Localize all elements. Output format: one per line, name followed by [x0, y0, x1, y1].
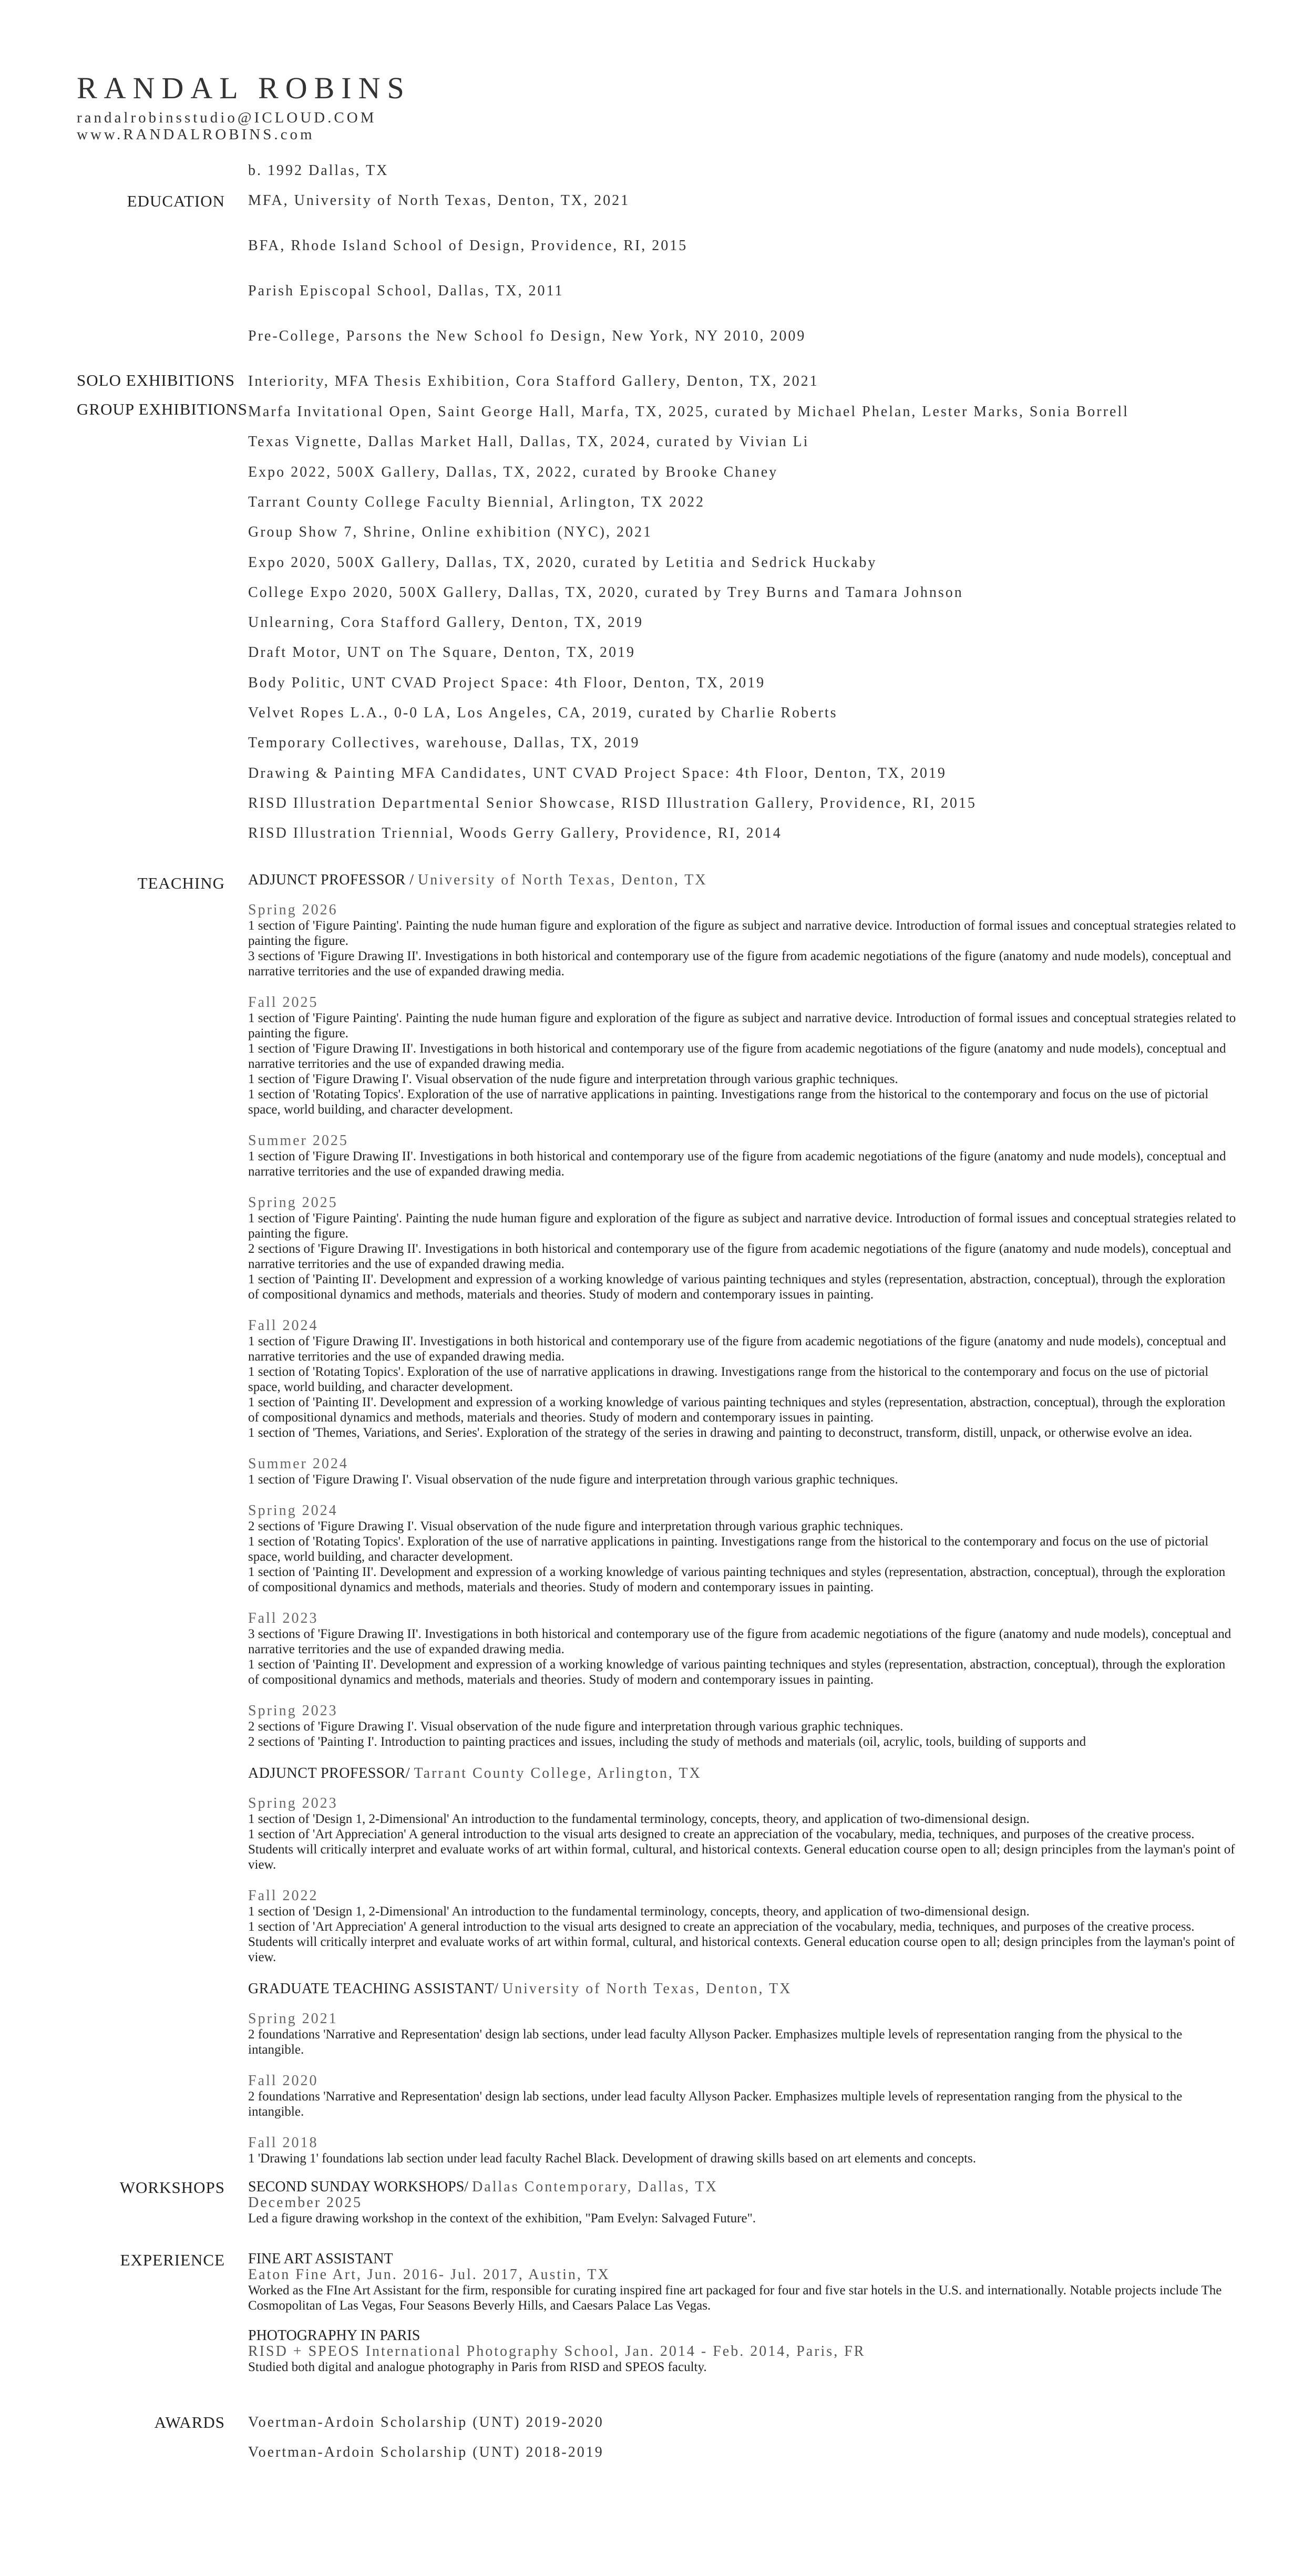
term-name: Spring 2024 — [248, 1502, 338, 1519]
course-line: 2 sections of 'Painting I'. Introduction to painting practices and issues, including the study of methods and materials (oil, acrylic, tools, building of supports and — [248, 1735, 1086, 1749]
course-line: 1 section of 'Painting II'. Development and expression of a working knowledge of various painting techniques and styles (representation, abstraction, conceptual), through the exploration of compositional dynamics and methods, materials and theories. Study of modern and contemporary issues in painting. — [248, 1395, 1226, 1425]
education-label: EDUCATION — [127, 192, 225, 210]
solo-exhibition-item: Interiority, MFA Thesis Exhibition, Cora Stafford Gallery, Denton, TX, 2021 — [248, 373, 819, 389]
teaching-role — [248, 872, 1236, 2182]
award-item: Voertman-Ardoin Scholarship (UNT) 2019-2020 — [248, 2414, 604, 2430]
course-line: 2 foundations 'Narrative and Representation' design lab sections, under lead faculty Allyson Packer. Emphasizes multiple levels of representation ranging from the physical to the intangible. — [248, 2089, 1183, 2119]
workshop-title: SECOND SUNDAY WORKSHOPS/ — [248, 2179, 473, 2195]
artist-name: RANDAL ROBINS — [77, 71, 411, 105]
role-institution: Tarrant County College, Arlington, TX — [414, 1765, 702, 1781]
birth-info: b. 1992 Dallas, TX — [248, 162, 389, 179]
education-item: BFA, Rhode Island School of Design, Providence, RI, 2015 — [248, 238, 688, 254]
term-block — [248, 995, 1236, 1117]
education-item: Pre-College, Parsons the New School fo Design, New York, NY 2010, 2009 — [248, 328, 806, 344]
group-exhibition-item: Texas Vignette, Dallas Market Hall, Dallas, TX, 2024, curated by Vivian Li — [248, 434, 809, 450]
course-line: 1 section of 'Art Appreciation' A general introduction to the visual arts designed to create an appreciation of the vocabulary, media, techniques, and purposes of the creative process. Students will critically interpret and evaluate works of art within formal, cultural, and historical contexts. General education course open to all; design principles from the layman's point of view. — [248, 1827, 1235, 1872]
workshop-venue: Dallas Contemporary, Dallas, TX — [472, 2179, 718, 2195]
experience-subtitle: Eaton Fine Art, Jun. 2016- Jul. 2017, Austin, TX — [248, 2266, 610, 2283]
term-name: Spring 2021 — [248, 2011, 338, 2027]
group-exhibition-item: Body Politic, UNT CVAD Project Space: 4th Floor, Denton, TX, 2019 — [248, 675, 766, 691]
term-name: Summer 2025 — [248, 1132, 348, 1149]
term-name: Fall 2023 — [248, 1610, 319, 1626]
term-name: Fall 2024 — [248, 1317, 319, 1334]
course-line: 1 section of 'Rotating Topics'. Exploration of the use of narrative applications in painting. Investigations range from the historical to the contemporary and focus on the use of pictorial space, world building, and character development. — [248, 1087, 1209, 1117]
term-block — [248, 1503, 1236, 1595]
education-item: MFA, University of North Texas, Denton, TX, 2021 — [248, 192, 630, 209]
group-exhibition-item: Drawing & Painting MFA Candidates, UNT CVAD Project Space: 4th Floor, Denton, TX, 2019 — [248, 765, 947, 781]
workshop-date: December 2025 — [248, 2194, 363, 2211]
group-exhibition-item: Expo 2020, 500X Gallery, Dallas, TX, 2020, curated by Letitia and Sedrick Huckaby — [248, 554, 877, 571]
education-item: Parish Episcopal School, Dallas, TX, 2011 — [248, 283, 564, 299]
group-exhibition-item: College Expo 2020, 500X Gallery, Dallas, TX, 2020, curated by Trey Burns and Tamara Johnson — [248, 584, 963, 601]
term-block — [248, 1888, 1236, 1965]
role-title: ADJUNCT PROFESSOR/ — [248, 1765, 414, 1781]
workshop-description: Led a figure drawing workshop in the context of the exhibition, "Pam Evelyn: Salvaged Future". — [248, 2211, 756, 2225]
term-name: Fall 2020 — [248, 2073, 319, 2089]
course-line: 1 section of 'Figure Painting'. Painting the nude human figure and exploration of the figure as subject and narrative device. Introduction of formal issues and conceptual strategies related to painting the figure. — [248, 919, 1236, 948]
term-block — [248, 2073, 1236, 2119]
course-line: 1 section of 'Rotating Topics'. Exploration of the use of narrative applications in drawing. Investigations range from the historical to the contemporary and focus on the use of pictorial space, world building, and character development. — [248, 1365, 1209, 1394]
term-name: Spring 2023 — [248, 1795, 338, 1811]
workshops-label: WORKSHOPS — [119, 2178, 225, 2197]
course-line: 1 section of 'Themes, Variations, and Series'. Exploration of the strategy of the series in drawing and painting to deconstruct, transform, distill, unpack, or otherwise evolve an idea. — [248, 1426, 1193, 1440]
experience-label: EXPERIENCE — [120, 2251, 225, 2269]
course-line: 1 section of 'Figure Painting'. Painting the nude human figure and exploration of the figure as subject and narrative device. Introduction of formal issues and conceptual strategies related to painting the figure. — [248, 1011, 1236, 1040]
course-line: 1 section of 'Figure Drawing I'. Visual observation of the nude figure and interpretation through various graphic techniques. — [248, 1472, 898, 1487]
group-exhibitions-label: GROUP EXHIBITIONS — [77, 400, 248, 418]
course-line: 1 section of 'Design 1, 2-Dimensional' An introduction to the fundamental terminology, concepts, theory, and application of two-dimensional design. — [248, 1812, 1030, 1826]
course-line: 1 section of 'Painting II'. Development and expression of a working knowledge of various painting techniques and styles (representation, abstraction, conceptual), through the exploration of compositional dynamics and methods, materials and theories. Study of modern and contemporary issues in painting. — [248, 1272, 1226, 1302]
experience-description: Worked as the FIne Art Assistant for the firm, responsible for curating inspired fine art packaged for four and five star hotels in the U.S. and internationally. Notable projects include The Cosmopolitan of Las Vegas, Four Seasons Beverly Hills, and Caesars Palace Las Vegas. — [248, 2283, 1222, 2313]
course-line: 1 section of 'Figure Drawing II'. Investigations in both historical and contemporary use of the figure from academic negotiations of the figure (anatomy and nude models), conceptual and narrative territories and the use of expanded drawing media. — [248, 1334, 1226, 1364]
role-title: ADJUNCT PROFESSOR / — [248, 872, 418, 888]
group-exhibition-item: Temporary Collectives, warehouse, Dallas, TX, 2019 — [248, 735, 640, 751]
group-exhibition-item: RISD Illustration Triennial, Woods Gerry Gallery, Providence, RI, 2014 — [248, 825, 782, 841]
term-name: Spring 2026 — [248, 902, 338, 918]
term-block — [248, 1195, 1236, 1302]
term-name: Fall 2022 — [248, 1888, 319, 1904]
award-item: Voertman-Ardoin Scholarship (UNT) 2018-2019 — [248, 2444, 604, 2460]
group-exhibition-item: Tarrant County College Faculty Biennial, Arlington, TX 2022 — [248, 494, 705, 510]
group-exhibition-item: Draft Motor, UNT on The Square, Denton, TX, 2019 — [248, 644, 636, 661]
term-block — [248, 1318, 1236, 1440]
experience-item — [248, 2251, 1236, 2313]
experience-title: FINE ART ASSISTANT — [248, 2251, 393, 2267]
course-line: 2 foundations 'Narrative and Representation' design lab sections, under lead faculty Allyson Packer. Emphasizes multiple levels of representation ranging from the physical to the intangible. — [248, 2027, 1183, 2057]
awards-label: AWARDS — [154, 2413, 225, 2431]
course-line: 2 sections of 'Figure Drawing II'. Investigations in both historical and contemporary use of the figure from academic negotiations of the figure (anatomy and nude models), conceptual and narrative territories and the use of expanded drawing media. — [248, 1242, 1231, 1271]
term-name: Spring 2023 — [248, 1703, 338, 1719]
term-block — [248, 2011, 1236, 2057]
group-exhibition-item: Velvet Ropes L.A., 0-0 LA, Los Angeles, CA, 2019, curated by Charlie Roberts — [248, 705, 838, 721]
term-name: Spring 2025 — [248, 1194, 338, 1211]
course-line: 1 section of 'Painting II'. Development and expression of a working knowledge of various painting techniques and styles (representation, abstraction, conceptual), through the exploration of compositional dynamics and methods, materials and theories. Study of modern and contemporary issues in painting. — [248, 1565, 1226, 1594]
role-title: GRADUATE TEACHING ASSISTANT/ — [248, 1981, 502, 1997]
website-link[interactable]: www.RANDALROBINS.com — [77, 126, 315, 143]
email-link[interactable]: randalrobinsstudio@ICLOUD.COM — [77, 109, 377, 126]
course-line: 2 sections of 'Figure Drawing I'. Visual observation of the nude figure and interpretation through various graphic techniques. — [248, 1719, 904, 1734]
role-institution: University of North Texas, Denton, TX — [418, 872, 707, 888]
course-line: 1 'Drawing 1' foundations lab section under lead faculty Rachel Black. Development of drawing skills based on art elements and concepts. — [248, 2151, 976, 2166]
term-block — [248, 1703, 1236, 1749]
course-line: 1 section of 'Figure Drawing II'. Investigations in both historical and contemporary use of the figure from academic negotiations of the figure (anatomy and nude models), conceptual and narrative territories and the use of expanded drawing media. — [248, 1042, 1226, 1071]
contact-block — [77, 109, 376, 143]
term-name: Fall 2025 — [248, 994, 319, 1011]
workshop-entry — [248, 2179, 1236, 2226]
experience-list — [248, 2251, 1236, 2375]
experience-item — [248, 2328, 1236, 2375]
term-block — [248, 1133, 1236, 1179]
term-name: Fall 2018 — [248, 2135, 319, 2151]
term-block — [248, 1456, 1236, 1487]
course-line: 3 sections of 'Figure Drawing II'. Investigations in both historical and contemporary use of the figure from academic negotiations of the figure (anatomy and nude models), conceptual and narrative territories and the use of expanded drawing media. — [248, 949, 1231, 978]
course-line: 1 section of 'Figure Drawing II'. Investigations in both historical and contemporary use of the figure from academic negotiations of the figure (anatomy and nude models), conceptual and narrative territories and the use of expanded drawing media. — [248, 1149, 1226, 1179]
group-exhibition-item: Unlearning, Cora Stafford Gallery, Denton, TX, 2019 — [248, 614, 644, 631]
role-institution: University of North Texas, Denton, TX — [502, 1981, 792, 1997]
group-exhibition-item: Group Show 7, Shrine, Online exhibition (NYC), 2021 — [248, 524, 652, 540]
term-block — [248, 2135, 1236, 2166]
role-heading — [248, 1981, 1236, 1997]
workshop-heading — [248, 2179, 1236, 2195]
course-line: 1 section of 'Rotating Topics'. Exploration of the use of narrative applications in painting. Investigations range from the historical to the contemporary and focus on the use of pictorial space, world building, and character development. — [248, 1534, 1209, 1564]
solo-exhibitions-label: SOLO EXHIBITIONS — [77, 371, 235, 389]
teaching-label: TEACHING — [137, 874, 225, 892]
term-block — [248, 1611, 1236, 1687]
term-name: Summer 2024 — [248, 1456, 348, 1472]
term-block — [248, 1796, 1236, 1872]
experience-title: PHOTOGRAPHY IN PARIS — [248, 2327, 420, 2344]
course-line: 1 section of 'Figure Painting'. Painting the nude human figure and exploration of the figure as subject and narrative device. Introduction of formal issues and conceptual strategies related to painting the figure. — [248, 1211, 1236, 1241]
term-block — [248, 902, 1236, 979]
group-exhibition-item: Marfa Invitational Open, Saint George Hall, Marfa, TX, 2025, curated by Michael Phelan, Lester Marks, Sonia Borrell — [248, 404, 1129, 420]
role-heading — [248, 1765, 1236, 1782]
course-line: 1 section of 'Painting II'. Development and expression of a working knowledge of various painting techniques and styles (representation, abstraction, conceptual), through the exploration of compositional dynamics and methods, materials and theories. Study of modern and contemporary issues in painting. — [248, 1657, 1226, 1687]
course-line: 1 section of 'Figure Drawing I'. Visual observation of the nude figure and interpretation through various graphic techniques. — [248, 1072, 898, 1086]
group-exhibition-item: RISD Illustration Departmental Senior Showcase, RISD Illustration Gallery, Providence, RI, 2015 — [248, 795, 977, 811]
experience-subtitle: RISD + SPEOS International Photography School, Jan. 2014 - Feb. 2014, Paris, FR — [248, 2343, 866, 2359]
course-line: 1 section of 'Art Appreciation' A general introduction to the visual arts designed to create an appreciation of the vocabulary, media, techniques, and purposes of the creative process. Students will critically interpret and evaluate works of art within formal, cultural, and historical contexts. General education course open to all; design principles from the layman's point of view. — [248, 1920, 1235, 1964]
experience-description: Studied both digital and analogue photography in Paris from RISD and SPEOS faculty. — [248, 2360, 707, 2374]
course-line: 1 section of 'Design 1, 2-Dimensional' An introduction to the fundamental terminology, concepts, theory, and application of two-dimensional design. — [248, 1904, 1030, 1919]
course-line: 2 sections of 'Figure Drawing I'. Visual observation of the nude figure and interpretation through various graphic techniques. — [248, 1519, 904, 1533]
group-exhibition-item: Expo 2022, 500X Gallery, Dallas, TX, 2022, curated by Brooke Chaney — [248, 464, 778, 480]
role-heading — [248, 872, 1236, 889]
course-line: 3 sections of 'Figure Drawing II'. Investigations in both historical and contemporary use of the figure from academic negotiations of the figure (anatomy and nude models), conceptual and narrative territories and the use of expanded drawing media. — [248, 1627, 1231, 1656]
